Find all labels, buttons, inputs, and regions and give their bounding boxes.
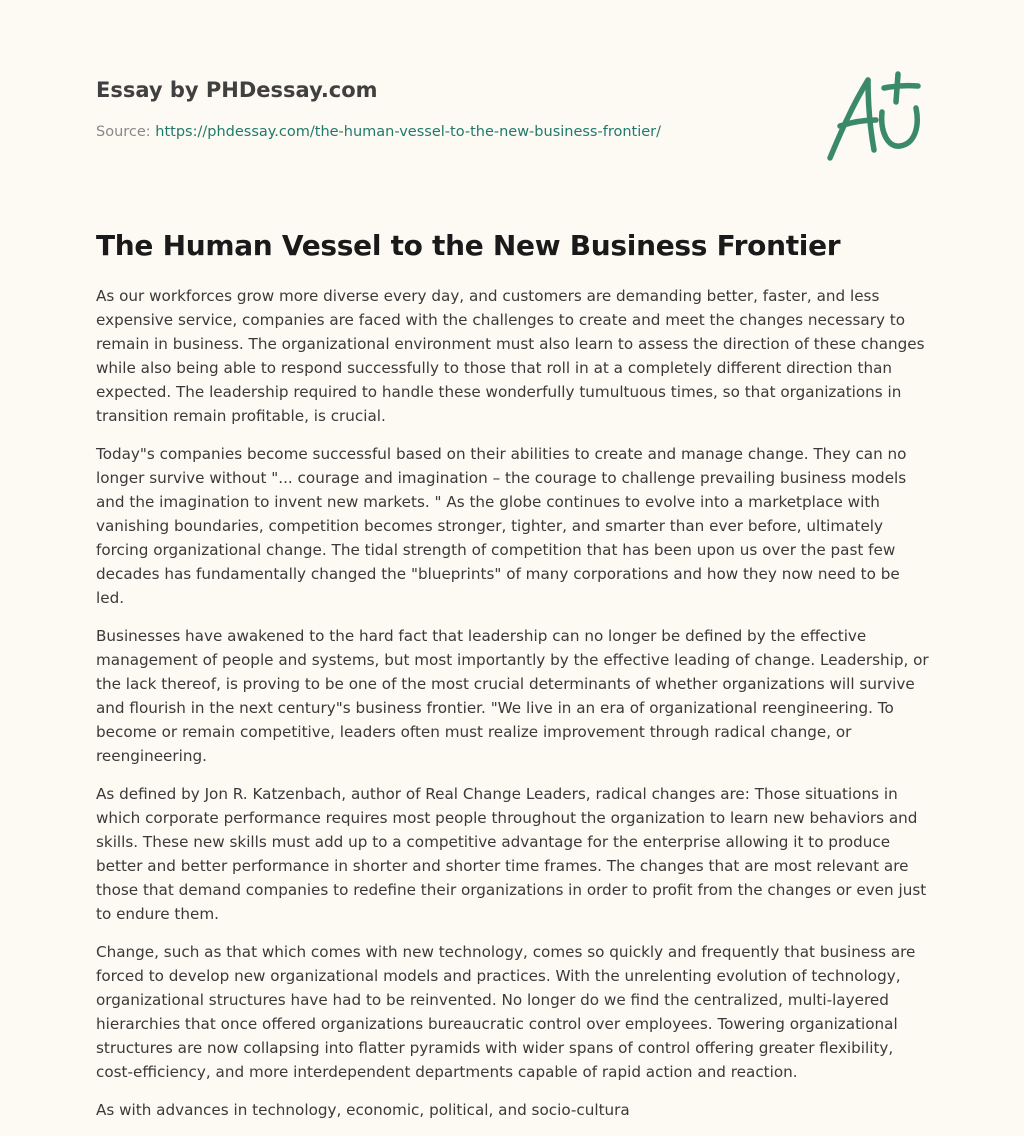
essay-body [96,284,932,1136]
brand-title: Essay by PHDessay.com [96,78,378,102]
essay-paragraph: Today"s companies become successful based on their abilities to create and manage change. They can no longer survive without "... courage and imagination – the courage to challenge prevailing business models and the imagination to invent new markets. " As the globe continues to evolve into a marketplace with vanishing boundaries, competition becomes stronger, tighter, and smarter than ever before, ultimately forcing organizational change. The tidal strength of competition that has been upon us over the past few decades has fundamentally changed the "blueprints" of many corporations and how they now need to be led. [96,445,907,607]
source-label: Source: [96,124,151,140]
source-link[interactable]: https://phdessay.com/the-human-vessel-to-the-new-business-frontier/ [155,124,662,140]
essay-title: The Human Vessel to the New Business Frontier [96,229,841,262]
essay-paragraph: As defined by Jon R. Katzenbach, author of Real Change Leaders, radical changes are: Those situations in which corporate performance requires most people throughout the organization to learn new behaviors and skills. These new skills must add up to a competitive advantage for the enterprise allowing it to produce better and better performance in shorter and shorter time frames. The changes that are most relevant are those that demand companies to redefine their organizations in order to profit from the changes or even just to endure them. [96,785,927,923]
essay-paragraph: Businesses have awakened to the hard fact that leadership can no longer be defined by the effective management of people and systems, but most importantly by the effective leading of change. Leadership, or the lack thereof, is proving to be one of the most crucial determinants of whether organizations will survive and flourish in the next century"s business frontier. "We live in an era of organizational reengineering. To become or remain competitive, leaders often must realize improvement through radical change, or reengineering. [96,627,929,765]
essay-paragraph: As our workforces grow more diverse every day, and customers are demanding better, faster, and less expensive service, companies are faced with the challenges to create and meet the changes necessary to remain in business. The organizational environment must also learn to assess the direction of these changes while also being able to respond successfully to those that roll in at a completely different direction than expected. The leadership required to handle these wonderfully tumultuous times, so that organizations in transition remain profitable, is crucial. [96,287,925,425]
page-header [96,74,796,142]
a-plus-grade-icon [818,66,928,166]
essay-paragraph: As with advances in technology, economic, political, and socio-cultura [96,1101,630,1119]
essay-paragraph: Change, such as that which comes with new technology, comes so quickly and frequently that business are forced to develop new organizational models and practices. With the unrelenting evolution of technology, organizational structures have had to be reinvented. No longer do we find the centralized, multi-layered hierarchies that once offered organizations bureaucratic control over employees. Towering organizational structures are now collapsing into flatter pyramids with wider spans of control offering greater flexibility, cost-efficiency, and more interdependent departments capable of rapid action and reaction. [96,943,916,1081]
source-line [96,122,796,142]
